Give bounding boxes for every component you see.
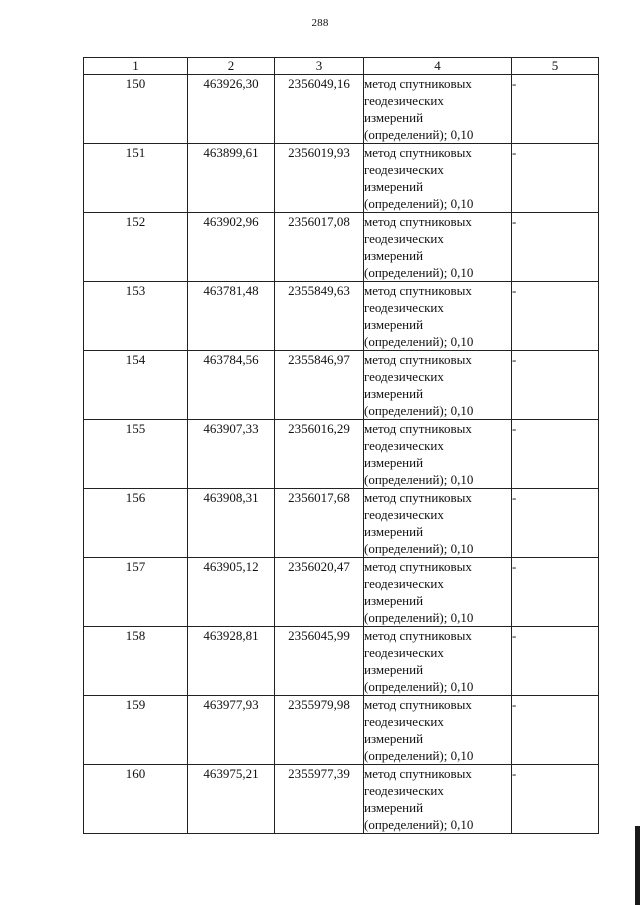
note-cell: - <box>512 420 599 489</box>
method-text-line: метод спутниковых <box>364 145 472 160</box>
method-text-line: измерений <box>364 110 424 125</box>
method-cell <box>364 765 512 834</box>
method-text-line: геодезических <box>364 162 444 177</box>
note-cell: - <box>512 489 599 558</box>
method-text-line: (определений); 0,10 <box>364 472 474 487</box>
x-coordinate-cell: 463926,30 <box>188 75 275 144</box>
method-text-line: геодезических <box>364 714 444 729</box>
method-text-line: измерений <box>364 455 424 470</box>
point-number-cell: 154 <box>84 351 188 420</box>
note-cell: - <box>512 627 599 696</box>
y-coordinate-cell: 2355846,97 <box>275 351 364 420</box>
x-coordinate-cell: 463781,48 <box>188 282 275 351</box>
method-text-line: метод спутниковых <box>364 697 472 712</box>
table-row <box>84 558 599 627</box>
table-row <box>84 282 599 351</box>
method-cell <box>364 144 512 213</box>
note-cell: - <box>512 765 599 834</box>
y-coordinate-cell: 2356020,47 <box>275 558 364 627</box>
method-text-line: метод спутниковых <box>364 76 472 91</box>
method-text-line: измерений <box>364 731 424 746</box>
method-text-line: геодезических <box>364 300 444 315</box>
method-text-line: геодезических <box>364 645 444 660</box>
table-row <box>84 213 599 282</box>
method-text-line: (определений); 0,10 <box>364 403 474 418</box>
table-body <box>84 75 599 834</box>
note-cell: - <box>512 144 599 213</box>
method-cell <box>364 558 512 627</box>
x-coordinate-cell: 463784,56 <box>188 351 275 420</box>
method-text-line: метод спутниковых <box>364 628 472 643</box>
method-text-line: метод спутниковых <box>364 352 472 367</box>
method-text-line: геодезических <box>364 576 444 591</box>
y-coordinate-cell: 2356019,93 <box>275 144 364 213</box>
method-text-line: геодезических <box>364 507 444 522</box>
y-coordinate-cell: 2356045,99 <box>275 627 364 696</box>
x-coordinate-cell: 463977,93 <box>188 696 275 765</box>
method-text-line: геодезических <box>364 783 444 798</box>
note-cell: - <box>512 75 599 144</box>
note-cell: - <box>512 282 599 351</box>
method-text-line: метод спутниковых <box>364 214 472 229</box>
x-coordinate-cell: 463902,96 <box>188 213 275 282</box>
y-coordinate-cell: 2356017,08 <box>275 213 364 282</box>
method-text-line: (определений); 0,10 <box>364 610 474 625</box>
table-header-row <box>84 58 599 75</box>
x-coordinate-cell: 463908,31 <box>188 489 275 558</box>
point-number-cell: 155 <box>84 420 188 489</box>
method-text-line: метод спутниковых <box>364 421 472 436</box>
method-text-line: измерений <box>364 248 424 263</box>
table-row <box>84 75 599 144</box>
point-number-cell: 150 <box>84 75 188 144</box>
table-row <box>84 627 599 696</box>
method-text-line: измерений <box>364 662 424 677</box>
table-row <box>84 696 599 765</box>
method-cell <box>364 75 512 144</box>
y-coordinate-cell: 2356049,16 <box>275 75 364 144</box>
method-text-line: геодезических <box>364 369 444 384</box>
method-text-line: геодезических <box>364 438 444 453</box>
y-coordinate-cell: 2355977,39 <box>275 765 364 834</box>
column-header-2: 2 <box>188 58 275 75</box>
method-text-line: измерений <box>364 524 424 539</box>
column-header-5: 5 <box>512 58 599 75</box>
method-text-line: метод спутниковых <box>364 559 472 574</box>
table-row <box>84 489 599 558</box>
method-text-line: метод спутниковых <box>364 766 472 781</box>
method-text-line: измерений <box>364 593 424 608</box>
method-text-line: (определений); 0,10 <box>364 334 474 349</box>
note-cell: - <box>512 558 599 627</box>
method-text-line: измерений <box>364 800 424 815</box>
method-cell <box>364 420 512 489</box>
method-text-line: (определений); 0,10 <box>364 196 474 211</box>
y-coordinate-cell: 2356017,68 <box>275 489 364 558</box>
y-coordinate-cell: 2355849,63 <box>275 282 364 351</box>
method-text-line: (определений); 0,10 <box>364 265 474 280</box>
y-coordinate-cell: 2356016,29 <box>275 420 364 489</box>
method-cell <box>364 351 512 420</box>
x-coordinate-cell: 463907,33 <box>188 420 275 489</box>
x-coordinate-cell: 463975,21 <box>188 765 275 834</box>
column-header-4: 4 <box>364 58 512 75</box>
method-text-line: метод спутниковых <box>364 283 472 298</box>
point-number-cell: 160 <box>84 765 188 834</box>
point-number-cell: 157 <box>84 558 188 627</box>
table-row <box>84 420 599 489</box>
method-text-line: метод спутниковых <box>364 490 472 505</box>
note-cell: - <box>512 213 599 282</box>
note-cell: - <box>512 696 599 765</box>
y-coordinate-cell: 2355979,98 <box>275 696 364 765</box>
method-text-line: геодезических <box>364 93 444 108</box>
point-number-cell: 159 <box>84 696 188 765</box>
method-cell <box>364 489 512 558</box>
x-coordinate-cell: 463899,61 <box>188 144 275 213</box>
method-cell <box>364 627 512 696</box>
method-text-line: измерений <box>364 317 424 332</box>
table-row <box>84 765 599 834</box>
coordinates-table <box>83 57 599 834</box>
point-number-cell: 158 <box>84 627 188 696</box>
method-text-line: (определений); 0,10 <box>364 748 474 763</box>
method-text-line: измерений <box>364 386 424 401</box>
x-coordinate-cell: 463905,12 <box>188 558 275 627</box>
method-text-line: (определений); 0,10 <box>364 679 474 694</box>
scan-edge-mark <box>635 826 640 905</box>
method-cell <box>364 213 512 282</box>
column-header-3: 3 <box>275 58 364 75</box>
point-number-cell: 151 <box>84 144 188 213</box>
note-cell: - <box>512 351 599 420</box>
method-text-line: измерений <box>364 179 424 194</box>
method-text-line: геодезических <box>364 231 444 246</box>
method-text-line: (определений); 0,10 <box>364 541 474 556</box>
page-number: 288 <box>311 17 329 29</box>
table-row <box>84 351 599 420</box>
method-text-line: (определений); 0,10 <box>364 127 474 142</box>
method-cell <box>364 696 512 765</box>
point-number-cell: 156 <box>84 489 188 558</box>
method-text-line: (определений); 0,10 <box>364 817 474 832</box>
point-number-cell: 152 <box>84 213 188 282</box>
x-coordinate-cell: 463928,81 <box>188 627 275 696</box>
column-header-1: 1 <box>84 58 188 75</box>
table-row <box>84 144 599 213</box>
method-cell <box>364 282 512 351</box>
point-number-cell: 153 <box>84 282 188 351</box>
